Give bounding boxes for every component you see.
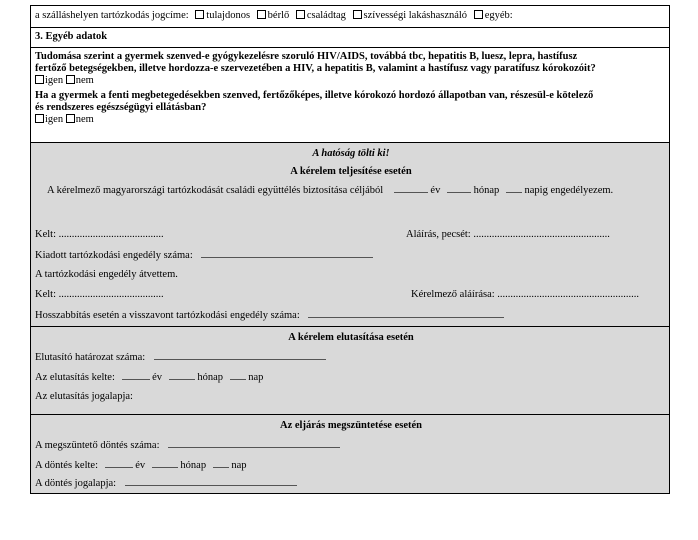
grant-heading: A kérelem teljesítése esetén bbox=[290, 166, 412, 177]
option-favor: szívességi lakáshasználó bbox=[363, 10, 468, 21]
kelt-dots[interactable]: ........................................ bbox=[58, 229, 164, 240]
rejection-date-label: Az elutasítás kelte: bbox=[35, 372, 115, 383]
question-2-line-1: Ha a gyermek a fenti megbetegedésekben szenved, fertőzőképes, illetve kórokozó hordozó állapotban van, részesül-e kötelező bbox=[35, 90, 594, 101]
checkbox-q2-yes[interactable] bbox=[35, 114, 44, 123]
question-1-answers bbox=[35, 75, 669, 87]
applicant-kelt-dots[interactable]: ........................................ bbox=[58, 289, 164, 300]
rejection-year-label: év bbox=[152, 372, 163, 383]
checkbox-other[interactable] bbox=[474, 10, 483, 19]
checkbox-tenant[interactable] bbox=[257, 10, 266, 19]
termination-year-label: év bbox=[135, 460, 146, 471]
checkbox-family[interactable] bbox=[296, 10, 305, 19]
other-data-heading: 3. Egyéb adatok bbox=[35, 31, 108, 42]
grant-day-blank[interactable] bbox=[506, 184, 522, 193]
q1-no-label: nem bbox=[75, 75, 94, 86]
q2-yes-label: igen bbox=[45, 114, 64, 125]
authority-title: A hatóság tölti ki! bbox=[312, 148, 390, 159]
applicant-signature-dots[interactable]: ...................................................... bbox=[497, 289, 640, 300]
q1-yes-label: igen bbox=[45, 75, 64, 86]
grant-year-label: év bbox=[430, 185, 441, 196]
signature-label: Aláírás, pecsét: bbox=[406, 229, 471, 240]
rejection-month-label: hónap bbox=[197, 372, 223, 383]
rejection-heading: A kérelem elutasítása esetén bbox=[288, 332, 414, 343]
grant-day-label: napig engedélyezem. bbox=[524, 185, 614, 196]
termination-day-blank[interactable] bbox=[213, 459, 229, 468]
extension-label: Hosszabbítás esetén a visszavont tartózkodási engedély száma: bbox=[35, 310, 300, 321]
grant-line bbox=[47, 184, 613, 196]
grant-year-blank[interactable] bbox=[394, 184, 428, 193]
permit-number-line bbox=[35, 249, 373, 261]
residence-row bbox=[30, 5, 670, 27]
termination-number-line bbox=[35, 439, 340, 451]
termination-month-blank[interactable] bbox=[152, 459, 178, 468]
checkbox-q2-no[interactable] bbox=[66, 114, 75, 123]
applicant-kelt-line bbox=[35, 289, 164, 300]
termination-legal-label: A döntés jogalapja: bbox=[35, 478, 117, 489]
question-1-line-2: fertőző betegségekben, illetve hordozza-e szervezetében a HIV, a hepatitis B, valamint a hastífusz vagy paratífusz kórokozóit? bbox=[35, 63, 596, 74]
question-2-line-2: és rendszeres egészségügyi ellátásban? bbox=[35, 102, 207, 113]
checkbox-q1-yes[interactable] bbox=[35, 75, 44, 84]
rejection-section bbox=[30, 326, 670, 414]
rejection-number-label: Elutasító határozat száma: bbox=[35, 352, 146, 363]
termination-number-label: A megszüntető döntés száma: bbox=[35, 440, 160, 451]
option-tenant: bérlő bbox=[267, 10, 290, 21]
option-other: egyéb: bbox=[484, 10, 513, 21]
termination-section bbox=[30, 414, 670, 494]
rejection-day-blank[interactable] bbox=[230, 371, 246, 380]
rejection-date-line bbox=[35, 371, 263, 383]
termination-year-blank[interactable] bbox=[105, 459, 133, 468]
rejection-number-blank[interactable] bbox=[154, 351, 326, 360]
rejection-day-label: nap bbox=[248, 372, 264, 383]
question-2-answers bbox=[35, 114, 669, 126]
termination-date-label: A döntés kelte: bbox=[35, 460, 98, 471]
extension-line bbox=[35, 309, 504, 321]
permit-number-label: Kiadott tartózkodási engedély száma: bbox=[35, 250, 193, 261]
option-family: családtag bbox=[306, 10, 346, 21]
termination-legal-line bbox=[35, 477, 297, 489]
residence-label: a szálláshelyen tartózkodás jogcíme: bbox=[35, 10, 189, 21]
grant-month-blank[interactable] bbox=[447, 184, 471, 193]
termination-heading: Az eljárás megszüntetése esetén bbox=[280, 420, 422, 431]
grant-text: A kérelmező magyarországi tartózkodását családi együttélés biztosítása céljából bbox=[47, 185, 384, 196]
signature-line bbox=[406, 229, 610, 240]
termination-date-line bbox=[35, 459, 247, 471]
option-owner: tulajdonos bbox=[206, 10, 251, 21]
kelt-label: Kelt: bbox=[35, 229, 56, 240]
grant-month-label: hónap bbox=[473, 185, 500, 196]
applicant-signature-line bbox=[411, 289, 639, 300]
question-1-line-1: Tudomása szerint a gyermek szenved-e gyógykezelésre szoruló HIV/AIDS, továbbá tbc, hepatitis B, luesz, lepra, hastífusz bbox=[35, 51, 578, 62]
q2-no-label: nem bbox=[75, 114, 94, 125]
checkbox-favor[interactable] bbox=[353, 10, 362, 19]
checkbox-owner[interactable] bbox=[195, 10, 204, 19]
other-data-heading-row bbox=[30, 27, 670, 47]
extension-blank[interactable] bbox=[308, 309, 504, 318]
applicant-signature-label: Kérelmező aláírása: bbox=[411, 289, 495, 300]
signature-dots[interactable]: .................................................... bbox=[473, 229, 610, 240]
questions-row bbox=[30, 47, 670, 142]
checkbox-q1-no[interactable] bbox=[66, 75, 75, 84]
rejection-year-blank[interactable] bbox=[122, 371, 150, 380]
authority-section bbox=[30, 142, 670, 326]
rejection-legal-line: Az elutasítás jogalapja: bbox=[35, 391, 133, 402]
termination-number-blank[interactable] bbox=[168, 439, 340, 448]
termination-day-label: nap bbox=[231, 460, 247, 471]
rejection-number-line bbox=[35, 351, 326, 363]
applicant-kelt-label: Kelt: bbox=[35, 289, 56, 300]
kelt-line bbox=[35, 229, 164, 240]
form-frame bbox=[30, 5, 670, 494]
received-line: A tartózkodási engedély átvettem. bbox=[35, 269, 178, 280]
rejection-month-blank[interactable] bbox=[169, 371, 195, 380]
termination-month-label: hónap bbox=[180, 460, 207, 471]
permit-number-blank[interactable] bbox=[201, 249, 373, 258]
termination-legal-blank[interactable] bbox=[125, 477, 297, 486]
